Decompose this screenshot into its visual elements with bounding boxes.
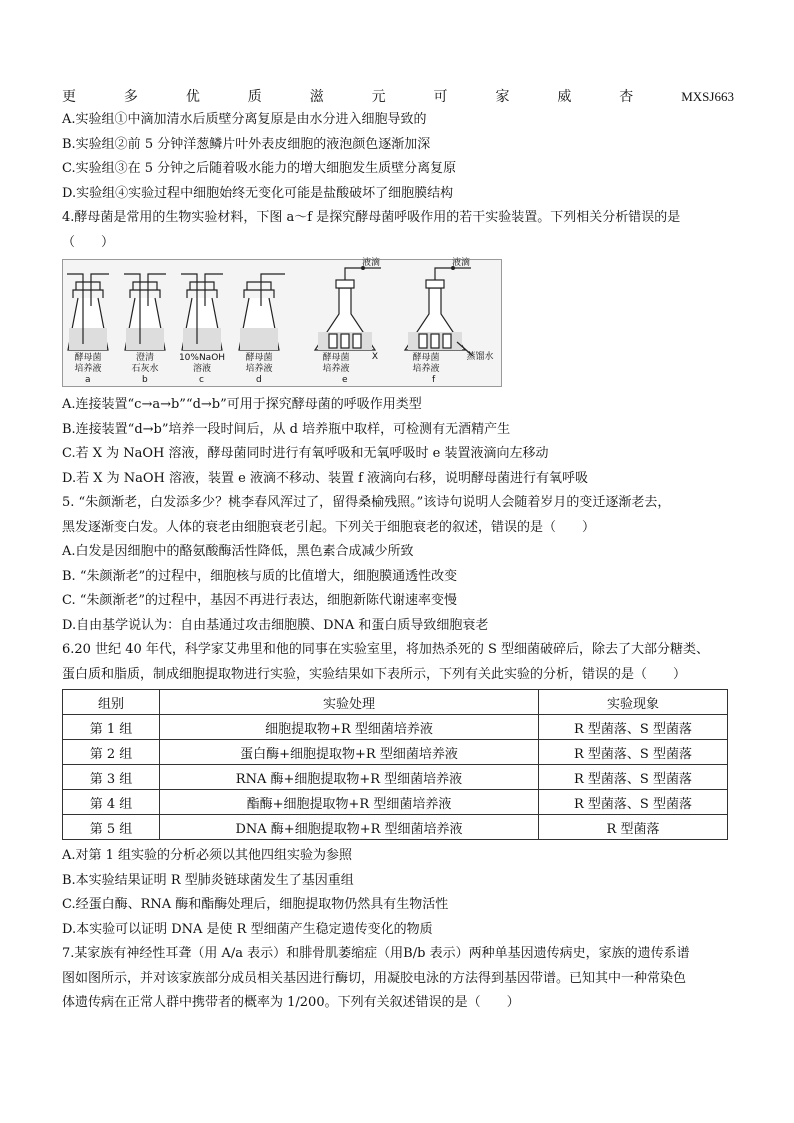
header-char: 杏 (619, 89, 634, 105)
header-char: 更 (62, 89, 76, 105)
q7-stem-line1: 7.某家族有神经性耳聋（用 A/a 表示）和腓骨肌萎缩症（用B/b 表示）两种单基因遗传病史，家族的遗传系谱 (62, 946, 690, 961)
water-label: 蒸馏水 (466, 352, 494, 362)
q5-option-a: A.白发是因细胞中的酪氨酸酶活性降低，黑色素合成减少所致 (62, 544, 414, 559)
cell-group: 第 4 组 (63, 790, 160, 815)
q3-option-d: D.实验组④实验过程中细胞始终无变化可能是盐酸破坏了细胞膜结构 (62, 185, 454, 201)
header-group: 组别 (63, 690, 160, 715)
cell-result: R 型菌落、S 型菌落 (539, 790, 728, 815)
table-row (63, 790, 728, 815)
header-result: 实验现象 (539, 690, 728, 715)
cell-group: 第 3 组 (63, 765, 160, 790)
q4-option-b: B.连接装置“d→b”培养一段时间后，从 d 培养瓶中取样，可检测有无酒精产生 (62, 421, 511, 437)
letter-e: e (342, 375, 348, 385)
header-char: 威 (557, 89, 572, 105)
header-treatment: 实验处理 (160, 690, 539, 715)
cell-treatment: 细胞提取物+R 型细菌培养液 (160, 715, 539, 740)
cell-result: R 型菌落、S 型菌落 (539, 740, 728, 765)
experiment-table (62, 689, 728, 840)
q6-option-b: B.本实验结果证明 R 型肺炎链球菌发生了基因重组 (62, 872, 354, 888)
flask-e-label: 酵母菌 培养液 (322, 353, 350, 374)
table-header-row (63, 690, 728, 715)
letter-b: b (142, 375, 148, 385)
bottle-d-label: 酵母菌 培养液 (245, 353, 273, 374)
cell-group: 第 1 组 (63, 715, 160, 740)
q5-option-d: D.自由基学说认为：自由基通过攻击细胞膜、DNA 和蛋白质导致细胞衰老 (62, 617, 489, 633)
q6-stem-line2: 蛋白质和脂质，制成细胞提取物进行实验，实验结果如下表所示，下列有关此实验的分析，错误的是（ ） (62, 666, 687, 682)
letter-f: f (432, 375, 436, 385)
cell-treatment: 蛋白酶+细胞提取物+R 型细菌培养液 (160, 740, 539, 765)
q3-option-b: B.实验组②前 5 分钟洋葱鳞片叶外表皮细胞的液泡颜色逐渐加深 (62, 136, 431, 152)
header-char: 质 (247, 89, 262, 105)
table-row (63, 815, 728, 840)
letter-d: d (256, 375, 262, 385)
yeast-apparatus-figure (62, 259, 502, 387)
cell-group: 第 5 组 (63, 815, 160, 840)
q4-option-c: C.若 X 为 NaOH 溶液，酵母菌同时进行有氧呼吸和无氧呼吸时 e 装置液滴向左移动 (62, 446, 549, 461)
q4-option-d: D.若 X 为 NaOH 溶液，装置 e 液滴不移动、装置 f 液滴向右移，说明酵母菌进行有氧呼吸 (62, 470, 589, 486)
q7-stem-line2: 图如图所示，并对该家族部分成员相关基因进行酶切，用凝胶电泳的方法得到基因带谱。已知其中一种常染色 (62, 970, 687, 986)
table-row (63, 715, 728, 740)
page-header (62, 86, 734, 108)
header-char: 家 (495, 89, 510, 105)
cell-treatment: RNA 酶+细胞提取物+R 型细菌培养液 (160, 765, 539, 790)
q6-option-a: A.对第 1 组实验的分析必须以其他四组实验为参照 (62, 848, 353, 863)
header-char: 可 (433, 89, 448, 105)
q6-option-c: C.经蛋白酶、RNA 酶和酯酶处理后，细胞提取物仍然具有生物活性 (62, 897, 449, 912)
q6-stem-line1: 6.20 世纪 40 年代，科学家艾弗里和他的同事在实验室里，将加热杀死的 S 型细菌破碎后，除去了大部分糖类、 (62, 642, 710, 657)
header-char: 元 (371, 89, 386, 105)
q4-stem: 4.酵母菌是常用的生物实验材料，下图 a～f 是探究酵母菌呼吸作用的若干实验装置。下列相关分析错误的是 (62, 210, 681, 225)
letter-c: c (199, 375, 204, 385)
bottle-c-label: 10%NaOH 溶液 (178, 353, 226, 374)
q5-stem-line1: 5. “朱颜渐老，白发添多少？桃李春风浑过了，留得桑榆残照。”该诗句说明人会随着岁月的变迁逐渐老去， (62, 495, 671, 510)
table-row (63, 740, 728, 765)
bottle-b-label: 澄清 石灰水 (131, 353, 159, 374)
q4-option-a: A.连接装置“c→a→b”“d→b”可用于探究酵母菌的呼吸作用类型 (62, 397, 422, 412)
header-char: 滋 (309, 89, 324, 105)
x-label: X (371, 352, 379, 362)
cell-result: R 型菌落、S 型菌落 (539, 715, 728, 740)
q5-stem-line2: 黑发逐渐变白发。人体的衰老由细胞衰老引起。下列关于细胞衰老的叙述，错误的是（ ） (62, 519, 596, 535)
droplet-label-e: 液滴 (361, 258, 380, 268)
flask-f-label: 酵母菌 培养液 (412, 353, 440, 374)
cell-treatment: DNA 酶+细胞提取物+R 型细菌培养液 (160, 815, 539, 840)
exam-page (62, 86, 734, 1016)
header-char: 多 (123, 89, 138, 105)
header-code: MXSJ663 (681, 89, 734, 104)
cell-result: R 型菌落、S 型菌落 (539, 765, 728, 790)
header-char: 优 (185, 89, 200, 105)
q3-option-c: C.实验组③在 5 分钟之后随着吸水能力的增大细胞发生质壁分离复原 (62, 161, 457, 176)
q5-option-b: B. “朱颜渐老”的过程中，细胞核与质的比值增大，细胞膜通透性改变 (62, 568, 458, 584)
cell-group: 第 2 组 (63, 740, 160, 765)
q4-answer-paren: （ ） (62, 234, 115, 250)
q5-option-c: C. “朱颜渐老”的过程中，基因不再进行表达，细胞新陈代谢速率变慢 (62, 593, 458, 608)
table-row (63, 765, 728, 790)
cell-treatment: 酯酶+细胞提取物+R 型细菌培养液 (160, 790, 539, 815)
droplet-label-f: 液滴 (451, 258, 470, 268)
bottle-a-label: 酵母菌 培养液 (74, 353, 102, 374)
cell-result: R 型菌落 (539, 815, 728, 840)
letter-a: a (85, 375, 91, 385)
q3-option-a: A.实验组①中滴加清水后质壁分离复原是由水分进入细胞导致的 (62, 112, 427, 127)
q6-option-d: D.本实验可以证明 DNA 是使 R 型细菌产生稳定遗传变化的物质 (62, 921, 433, 937)
q7-stem-line3: 体遗传病在正常人群中携带者的概率为 1/200。下列有关叙述错误的是（ ） (62, 995, 520, 1010)
